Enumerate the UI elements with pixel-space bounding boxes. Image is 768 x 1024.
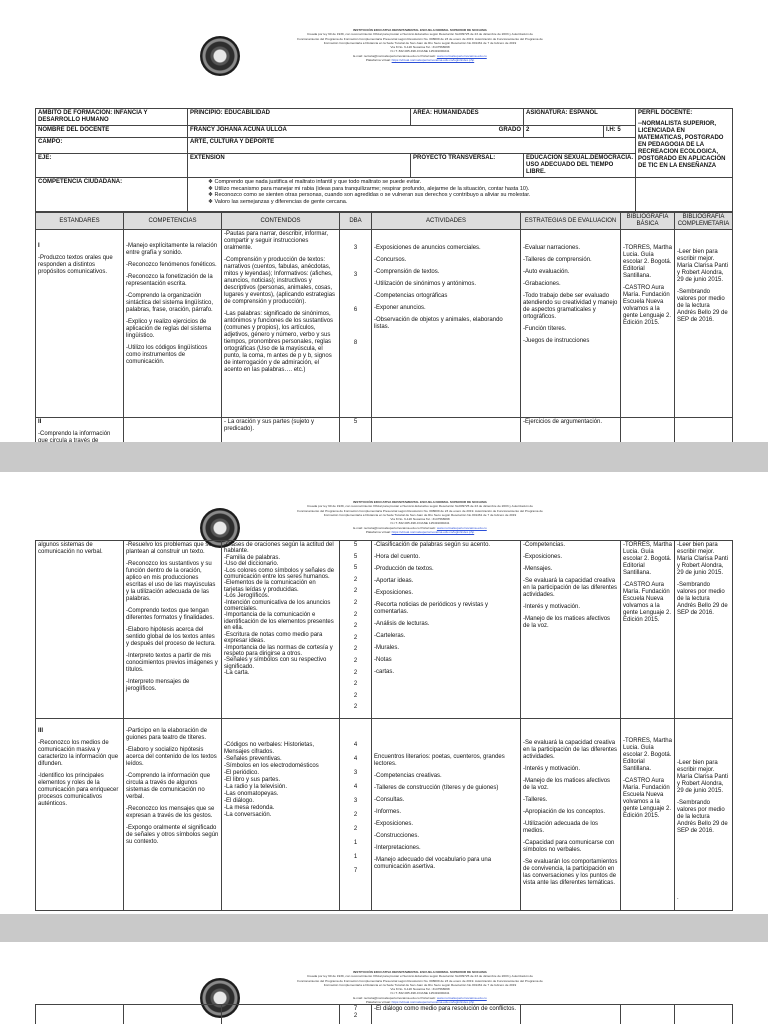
- biblio-comp-cell: [675, 541, 733, 719]
- col-estandares: ESTANDARES: [36, 213, 124, 230]
- competencia-label: COMPETENCIA CIUDADANA:: [36, 178, 188, 212]
- actividad-text: -Competencias ortográficas: [374, 293, 448, 299]
- estrategia-text: -Apropiación de los conceptos.: [523, 809, 606, 815]
- competencia-text: -Explico y realizo ejercicios de aplicación de reglas del sistema lingüístico.: [126, 319, 212, 339]
- actividad-text: -El diálogo como medio para resolución de conflictos.: [372, 1005, 521, 1024]
- campo-label: CAMPO:: [36, 138, 188, 154]
- contenido-text: -El libro y sus partes.: [224, 777, 281, 783]
- actividad-text: -Murales.: [374, 645, 400, 651]
- dba-value: 5: [353, 553, 358, 560]
- estandares-cell: [36, 230, 124, 418]
- contenido-text: -Los Jeroglíficos.: [224, 593, 270, 600]
- competencia-text: -Expongo oralmente el significado de señales y otros símbolos según su contexto.: [126, 825, 219, 845]
- dba-value: 3: [353, 770, 358, 776]
- competencia-list: [190, 179, 633, 205]
- estrategias-cell: [521, 230, 621, 418]
- competencia-list-cell: [188, 178, 636, 212]
- competencia-text: -Reconozco fenómenos fonéticos.: [126, 262, 217, 268]
- estrategia-text: -Se evaluarán los comportamientos de convivencia, la participación en las conversaciones y los puntos de vista ante las diferentes temáticas.: [523, 859, 618, 886]
- actividad-text: -Construcciones.: [374, 833, 420, 839]
- estrategias-cell: [521, 719, 621, 911]
- dba-value: 2: [353, 669, 358, 676]
- actividad-text: -Utilización de sinónimos y antónimos.: [374, 281, 477, 287]
- competencia-text: -Comprendo la información que circula a través de algunos sistemas de comunicación no verbal.: [126, 773, 211, 800]
- dba-value: 5: [353, 419, 358, 425]
- col-contenidos: CONTENIDOS: [222, 213, 340, 230]
- document-page-2: [0, 472, 768, 914]
- platform-label: Plataforma virtual:: [365, 530, 391, 535]
- actividad-text: -Clasificación de palabras según su acento.: [374, 542, 491, 548]
- actividad-text: -Análisis de lecturas.: [374, 621, 430, 627]
- estrategia-text: -Ejercicios de argumentación.: [521, 418, 621, 443]
- dba-value: 3: [353, 798, 358, 804]
- biblio-text: -Sembrando valores por medio de la lectura Andrés Bello 29 de SEP de 2016.: [677, 289, 728, 323]
- estrategia-text: -Manejo de los matices afectivos de la voz.: [523, 616, 611, 629]
- actividad-text: -Interpretaciones.: [374, 845, 421, 851]
- competencia-item: ❖ Utilizo mecanismo para manejar mi rabia (ideas para tranquilizarme; respirar profundo, alejarme de la situación, contar hasta 10).: [208, 186, 633, 193]
- biblio-text: -TORRES, Martha Lucia. Guía escolar 2. Bogotá. Editorial Santillana.: [623, 542, 672, 576]
- area-cell: AREA: HUMANIDADES: [411, 109, 524, 126]
- competencias-cell: [124, 541, 222, 719]
- campo-value: ARTE, CULTURA Y DEPORTE: [188, 138, 636, 154]
- period-label: II: [38, 419, 42, 425]
- contenido-text: -Uso del diccionario.: [224, 561, 279, 568]
- biblio-text: -TORRES, Martha Lucia. Guía escolar 2. Bogotá. Editorial Santillana.: [623, 738, 672, 772]
- competencia-text: -Interpreto textos a partir de mis conocimientos previos imágenes y títulos.: [126, 653, 218, 673]
- contenido-text: - La oración y sus partes (sujeto y predicado).: [222, 418, 340, 443]
- dba-value: 7: [353, 1006, 358, 1012]
- contenido-text: -Códigos no verbales: Historietas, Mensajes cifrados.: [224, 742, 315, 755]
- actividades-cell: [372, 719, 521, 911]
- school-seal-icon: [200, 36, 240, 76]
- actividad-text: -Observación de objetos y animales, elaborando listas.: [374, 317, 503, 330]
- biblio-text: -Sembrando valores por medio de la lectura Andrés Bello 29 de SEP de 2016.: [677, 800, 728, 834]
- letterhead-line: N.I.T. 832.005.498-0 DANE 125491000241: [390, 991, 450, 996]
- eje-value: EXTENSIÓN: [188, 154, 411, 178]
- dba-value: 2: [353, 812, 358, 818]
- dba-value: 2: [353, 634, 358, 641]
- dba-value: 6: [353, 307, 358, 313]
- contenidos-cell: [222, 541, 340, 719]
- estrategia-text: -Competencias.: [523, 542, 566, 548]
- dba-value: 2: [353, 704, 358, 711]
- competencia-text: -Participo en la elaboración de guiones para teatro de títeres.: [126, 728, 208, 741]
- estrategia-text: -Evaluar narraciones.: [523, 245, 581, 251]
- estrategia-text: -Juegos de instrucciones: [523, 338, 590, 344]
- competencia-text: -Utilizo los códigos lingüísticos como instrumentos de comunicación.: [126, 345, 208, 365]
- actividad-text: Encuentros literarios: poetas, cuenteros, grandes lectores.: [374, 754, 505, 767]
- actividad-text: -Consultas.: [374, 797, 405, 803]
- letterhead-line: Funcionamiento del Programa de Formación Complementaria Presencial según Resolución No. 008009 de 23 de enero de 2019. Autorización de Funcionamiento del Programa de: [297, 36, 543, 41]
- contenido-text: -Señales preventivas.: [224, 756, 282, 762]
- estandares-cell: [36, 719, 124, 911]
- actividad-text: -Producción de textos.: [374, 566, 434, 572]
- contenido-text: -La radio y la televisión.: [224, 784, 288, 790]
- email-label: E-mail: rectoria@normalsuperiornocaima.edu.co Portal web:: [353, 525, 436, 530]
- platform-link[interactable]: https://virtual.normalsuperiornocaima.edu.co/login/index.php: [391, 1000, 475, 1005]
- dba-value: 2: [353, 657, 358, 664]
- estrategia-text: -Se evaluará la capacidad creativa en la participación de las diferentes actividades.: [523, 740, 618, 760]
- col-biblio-basica: BIBLIOGRAFIA BÁSICA: [621, 213, 675, 230]
- actividad-text: -Informes.: [374, 809, 402, 815]
- actividad-text: -Aportar ideas.: [374, 578, 414, 584]
- actividad-text: -Manejo adecuado del vocabulario para una comunicación asertiva.: [374, 857, 492, 870]
- contenido-text: -Señales y símbolos con su respectivo significado.: [224, 657, 327, 670]
- contenido-text: -Los colores como símbolos y señales de comunicación entre los seres humanos.: [224, 567, 335, 581]
- estrategia-text: -Auto evaluación.: [523, 269, 570, 275]
- dba-value: 2: [353, 623, 358, 630]
- biblio-text: -TORRES, Martha Lucia. Guía escolar 2. Bogotá. Editorial Santillana.: [623, 245, 672, 279]
- contenido-text: -El periódico.: [224, 770, 260, 776]
- col-dba: DBA: [340, 213, 372, 230]
- letterhead: [150, 0, 620, 90]
- estrategia-text: -Interés y motivación.: [523, 766, 581, 772]
- dba-value: 2: [353, 599, 358, 606]
- biblio-text: -Leer bien para escribir mejor. María Clarisa Panti y Robert Alondra, 29 de junio 2015.: [677, 760, 729, 794]
- period-label: III: [38, 728, 44, 734]
- letterhead-text: [250, 28, 590, 62]
- actividades-cell: [372, 230, 521, 418]
- actividad-text: -Comprensión de textos.: [374, 269, 440, 275]
- letterhead-line: Vía 8 No. 6-120 Nocaima Tel.: 3147568068: [390, 517, 450, 522]
- actividad-text: -cartas.: [374, 669, 395, 675]
- dba-cell: [340, 719, 372, 911]
- actividad-text: -Exposiciones.: [374, 590, 414, 596]
- letterhead-line: Creada por ley 90 de 1939, con reconocimiento Oficial para prestar el Servicio Educativo según Resolución No009725 de 23 de diciembre de 2003 y Autorización de: [307, 974, 533, 979]
- nombre-cell: [188, 126, 524, 138]
- biblio-text: -CASTRO Aura María. Fundación Escuela Nueva volvamos a la gente Lenguaje 2. Edición 2015.: [623, 582, 672, 623]
- estrategia-text: -Interés y motivación.: [523, 604, 581, 610]
- contenido-text: -Escritura de notas como medio para expresar ideas.: [224, 631, 323, 645]
- estrategia-text: -Función títeres.: [523, 326, 567, 332]
- competencia-item: ❖ Comprendo que nada justifica el maltrato infantil y que todo maltrato se puede evitar.: [208, 179, 633, 186]
- biblio-comp-cell: [675, 230, 733, 418]
- dba-value: 3: [353, 272, 358, 278]
- competencia-text: -Elaboro y socializo hipótesis acerca del contenido de los textos leídos.: [126, 747, 217, 767]
- letterhead-line: N.I.T. 832.005.498-0 DANE 125491000241: [390, 49, 450, 54]
- proyecto-value: EDUCACION SEXUAL.DEMOCRACIA. USO ADECUADO DEL TIEMPO LIBRE.: [524, 154, 636, 178]
- portal-link[interactable]: www.normalsuperiornocaima.edu.co: [436, 525, 487, 530]
- estrategia-text: -Utilización adecuada de los medios.: [523, 821, 599, 834]
- dba-value: 7: [353, 868, 358, 874]
- competencia-item: ❖ Valoro las semejanzas y diferencias de gente cercana.: [208, 199, 633, 206]
- dba-value: 1: [353, 854, 358, 860]
- contenido-text: -Importancia de la comunicación e identificación de los elementos presentes en ella.: [224, 612, 334, 632]
- letterhead-line: Formación Complementaria a Distancia en la Sede Tutorial de San Juan de Río Seco según Resolución No.001461 de 7 de febrero de 2019: [323, 512, 517, 517]
- contenido-text: -La conversación.: [224, 812, 272, 818]
- estrategia-text: -Se evaluará la capacidad creativa en la participación de las diferentes actividades.: [523, 578, 618, 598]
- letterhead-text: [250, 500, 590, 534]
- dba-cell: [340, 418, 372, 443]
- document-page-1: [0, 0, 768, 442]
- dba-value: 4: [353, 756, 358, 762]
- letterhead-text: [250, 970, 590, 1004]
- plan-table-page-1: [35, 212, 733, 442]
- competencia-text: -Comprendo la organización sintáctica del sistema lingüístico, palabras, frase, oración, párrafo.: [126, 293, 214, 313]
- dba-cell: [340, 1005, 372, 1024]
- dba-value: 2: [353, 646, 358, 653]
- email-label: E-mail: rectoria@normalsuperiornocaima.edu.co Portal web:: [353, 995, 436, 1000]
- competencia-text: -Reconozco los mensajes que se expresan a través de los gestos.: [126, 806, 215, 819]
- contenido-text: -Pautas para narrar, describir, informar, compartir y seguir instrucciones oralmente.: [224, 231, 329, 251]
- contenido-text: -Las onomatopeyas.: [224, 791, 279, 797]
- biblio-text: -Leer bien para escribir mejor. María Clarisa Panti y Robert Alondra, 29 de junio 2015.: [677, 249, 729, 283]
- institution-name: INSTITUCIÓN EDUCATIVA DEPARTAMENTAL ESCUELA NORMAL SUPERIOR DE NOCAIMA: [353, 970, 487, 974]
- platform-link[interactable]: https://virtual.normalsuperiornocaima.edu.co/login/index.php: [391, 530, 475, 535]
- plan-table-page-2: [35, 540, 733, 911]
- platform-label: Plataforma virtual:: [365, 1000, 391, 1005]
- biblio-text: -CASTRO Aura María. Fundación Escuela Nueva volvamos a la gente Lenguaje 2. Edición 2015.: [623, 778, 672, 819]
- ih-value: I.H: 5: [604, 126, 636, 138]
- portal-link[interactable]: www.normalsuperiornocaima.edu.co: [436, 995, 487, 1000]
- platform-label: Plataforma virtual:: [365, 58, 391, 63]
- actividad-text: -Talleres de construcción (títeres y de guiones): [374, 785, 499, 791]
- actividad-text: -Recorta noticias de periódicos y revistas y comentarlas.: [374, 602, 489, 615]
- competencias-cell: [124, 719, 222, 911]
- competencia-text: -Reconozco la fonetización de la representación escrita.: [126, 274, 213, 287]
- actividades-cell: [372, 541, 521, 719]
- perfil-text: --NORMALISTA SUPERIOR, LICENCIADA EN MATEMATICAS, POSTGRADO EN PEDAGOGIA DE LA RECREACION ECOLOGICA, POSTGRADO EN APLICACIÓN DE TIC EN LA ENSEÑANZA: [638, 121, 726, 169]
- contenido-text: -Elementos de la comunicación en tarjetas leídas y producidas.: [224, 580, 316, 593]
- dba-value: 2: [353, 588, 358, 595]
- institution-name: INSTITUCIÓN EDUCATIVA DEPARTAMENTAL ESCUELA NORMAL SUPERIOR DE NOCAIMA: [353, 500, 487, 504]
- contenido-text: -Símbolos en los electrodomésticos: [224, 763, 319, 769]
- contenido-text: -La mesa redonda.: [224, 805, 275, 811]
- estandar-text: -Produzco textos orales que responden a distintos propósitos comunicativos.: [38, 255, 113, 275]
- competencia-text: -Manejo explícitamente la relación entre grafía y sonido.: [126, 243, 218, 256]
- perfil-cell: [636, 109, 733, 178]
- letterhead-line: Vía 8 No. 6-120 Nocaima Tel.: 3147568068: [390, 987, 450, 992]
- dba-cell: [340, 541, 372, 719]
- email-label: E-mail: rectoria@normalsuperiornocaima.edu.co Portal web:: [353, 53, 436, 58]
- proyecto-label: PROYECTO TRANSVERSAL:: [411, 154, 524, 178]
- biblio-comp-cell: [675, 719, 733, 911]
- contenido-text: -Familia de palabras.: [224, 554, 281, 561]
- dba-value: 2: [353, 576, 358, 583]
- biblio-text: -Leer bien para escribir mejor. María Clarisa Panti y Robert Alondra, 29 de junio 2015.: [677, 542, 729, 576]
- actividad-text: -Carteleras.: [374, 633, 406, 639]
- estandar-text: algunos sistemas de comunicación no verbal.: [36, 541, 124, 719]
- trailing-dot: .: [677, 895, 679, 901]
- document-page-3: [0, 942, 768, 1024]
- contenido-text: -El diálogo.: [224, 798, 255, 804]
- estrategia-text: -Mensajes.: [523, 566, 553, 572]
- biblio-basica-cell: [621, 719, 675, 911]
- competencias-cell: [124, 230, 222, 418]
- dba-value: 8: [353, 340, 358, 346]
- nombre-label: NOMBRE DEL DOCENTE: [36, 126, 188, 138]
- actividad-text: -Exponer anuncios.: [374, 305, 426, 311]
- actividad-text: -Notas: [374, 657, 392, 663]
- estrategia-text: -Capacidad para comunicarse con símbolos no verbales.: [523, 840, 615, 853]
- competencia-text: -Resuelvo los problemas que se plantean al construir un texto.: [126, 542, 212, 555]
- dba-value: 2: [353, 611, 358, 618]
- dba-value: 2: [353, 692, 358, 699]
- letterhead-line: Funcionamiento del Programa de Formación Complementaria Presencial según Resolución No. 008009 de 23 de enero de 2019. Autorización de Funcionamiento del Programa de: [297, 508, 543, 513]
- competencia-item: ❖ Reconozco como se sienten otras personas, cuando son agredidas o se vulneran sus derechos y contribuyo a aliviar su molestar.: [208, 192, 633, 199]
- contenido-text: -La carta.: [224, 670, 250, 677]
- letterhead-line: Formación Complementaria a Distancia en la Sede Tutorial de San Juan de Río Seco según Resolución No.001461 de 7 de febrero de 2019: [323, 40, 517, 45]
- eje-label: EJE:: [36, 154, 188, 178]
- dba-value: 4: [353, 742, 358, 748]
- dba-value: 5: [353, 565, 358, 572]
- biblio-text: -Sembrando valores por medio de la lectura Andrés Bello 29 de SEP de 2016.: [677, 582, 728, 616]
- contenido-text: -Comprensión y producción de textos: narrativos (cuentos, fabulas, anécdotas, mitos y leyendas); Informativos: (afiches, anuncios, noticias); instructivos y descriptivos (personas, animales, cosas, lugares y eventos), (aplicando estrategias de comprensión y producción).: [224, 257, 336, 305]
- letterhead-line: Funcionamiento del Programa de Formación Complementaria Presencial según Resolución No. 008009 de 23 de enero de 2019. Autorización de Funcionamiento del Programa de: [297, 978, 543, 983]
- dba-value: 2: [353, 826, 358, 832]
- competencia-text: -Interpreto mensajes de jeroglíficos.: [126, 679, 190, 692]
- col-competencias: COMPETENCIAS: [124, 213, 222, 230]
- letterhead-line: N.I.T. 832.005.498-0 DANE 125491000241: [390, 521, 450, 526]
- actividad-text: -Competencias creativas.: [374, 773, 442, 779]
- estrategia-text: -Talleres.: [523, 797, 548, 803]
- ambito-cell: AMBITO DE FORMACION: INFANCIA Y DESARROLLO HUMANO: [36, 109, 188, 126]
- estandar-text: -Reconozco los medios de comunicación masiva y caracterizo la información que difunden.: [38, 740, 119, 767]
- contenidos-cell: [222, 719, 340, 911]
- actividad-text: -Concursos.: [374, 257, 407, 263]
- actividad-text: -Exposiciones.: [374, 821, 414, 827]
- contenido-text: -Las palabras: significado de sinónimos, antónimos y funciones de los sustantivos (comunes y propios), los artículos, adjetivos, género y número, verbo y sus tiempos, pronombres personales, reglas ortográficas (Uso de la mayúscula, el punto, la coma, m antes de p y b, signos de interrogación y de admiración, el acento en las palabras…. etc.): [224, 311, 334, 373]
- actividad-text: -Hora del cuento.: [374, 554, 421, 560]
- principio-cell: PRINCIPIO: EDUCABILIDAD: [188, 109, 411, 126]
- dba-value: 1: [353, 840, 358, 846]
- estrategia-text: -Todo trabajo debe ser evaluado atendiendo su creatividad y manejo de aspectos gramaticales y ortográficos.: [523, 293, 618, 320]
- dba-cell: [340, 230, 372, 418]
- competencia-text: -Elaboro hipótesis acerca del sentido global de los textos antes y después del proceso de lectura.: [126, 627, 216, 647]
- estrategia-text: -Talleres de comprensión.: [523, 257, 592, 263]
- perfil-label: PERFIL DOCENTE:: [638, 110, 693, 116]
- letterhead-line: Formación Complementaria a Distancia en la Sede Tutorial de San Juan de Río Seco según Resolución No.001461 de 7 de febrero de 2019: [323, 982, 517, 987]
- col-biblio-comp: BIBLIOGRAFIA COMPLEMETARIA: [675, 213, 733, 230]
- estandares-cell: [36, 418, 124, 443]
- biblio-basica-cell: [621, 230, 675, 418]
- competencia-text: -Comprendo textos que tengan diferentes formatos y finalidades.: [126, 608, 215, 621]
- dba-value: 2: [353, 681, 358, 688]
- biblio-text: -CASTRO Aura María. Fundación Escuela Nueva volvamos a la gente Lenguaje 2. Edición 2015.: [623, 285, 672, 326]
- letterhead-line: Vía 8 No. 6-120 Nocaima Tel.: 3147568068: [390, 45, 450, 50]
- estandar-text: -Identifico los principales elementos y roles de la comunicación para enriquecer procesos comunicativos auténticos.: [38, 773, 119, 807]
- meta-table: [35, 108, 733, 212]
- estandar-text: -Comprendo la información que circula a través de: [38, 431, 111, 442]
- institution-name: INSTITUCIÓN EDUCATIVA DEPARTAMENTAL ESCUELA NORMAL SUPERIOR DE NOCAIMA: [353, 28, 487, 32]
- grado-label: GRADO: [498, 127, 521, 133]
- dba-value: 4: [353, 784, 358, 790]
- contenido-text: -Intención comunicativa de los anuncios comerciales.: [224, 599, 331, 613]
- dba-value: 3: [353, 245, 358, 251]
- plan-table-page-3: [35, 1004, 733, 1024]
- portal-link[interactable]: www.normalsuperiornocaima.edu.co: [436, 53, 487, 58]
- contenido-text: -Clases de oraciones según la actitud del hablante.: [224, 542, 334, 555]
- actividad-text: -Exposiciones de anuncios comerciales.: [374, 245, 481, 251]
- letterhead-line: Creada por ley 90 de 1939, con reconocimiento Oficial para prestar el Servicio Educativo según Resolución No009725 de 23 de diciembre de 2003 y Autorización de: [307, 32, 533, 37]
- teacher-name: FRANCY JOHANA ACUÑA ULLOA: [190, 127, 287, 133]
- col-actividades: ACTIVIDADES: [372, 213, 521, 230]
- competencia-text: -Reconozco los sustantivos y su función dentro de la oración, aplico en mis producciones escritas el uso de las mayúsculas y la utilización adecuada de las palabras.: [126, 561, 216, 602]
- contenido-text: -Importancia de las normas de cortesía y respeto para dirigirse a otros.: [224, 644, 333, 657]
- biblio-basica-cell: [621, 541, 675, 719]
- asignatura-cell: ASIGNATURA: ESPAÑOL: [524, 109, 636, 126]
- estrategias-cell: [521, 541, 621, 719]
- letterhead-line: Creada por ley 90 de 1939, con reconocimiento Oficial para prestar el Servicio Educativo según Resolución No009725 de 23 de diciembre de 2003 y Autorización de: [307, 504, 533, 509]
- dba-value: 5: [353, 542, 358, 548]
- contenidos-cell: [222, 230, 340, 418]
- dba-value: 2: [353, 1013, 358, 1019]
- estrategia-text: -Manejo de los matices afectivos de la voz.: [523, 778, 611, 791]
- grado-value: 2: [524, 126, 604, 138]
- estrategia-text: -Grabaciones.: [523, 281, 561, 287]
- platform-link[interactable]: https://virtual.normalsuperiornocaima.edu.co/login/index.php: [391, 58, 475, 63]
- col-estrategias: ESTRATEGIAS DE EVALUACION: [521, 213, 621, 230]
- estrategia-text: -Exposiciones.: [523, 554, 563, 560]
- period-label: I: [38, 243, 40, 249]
